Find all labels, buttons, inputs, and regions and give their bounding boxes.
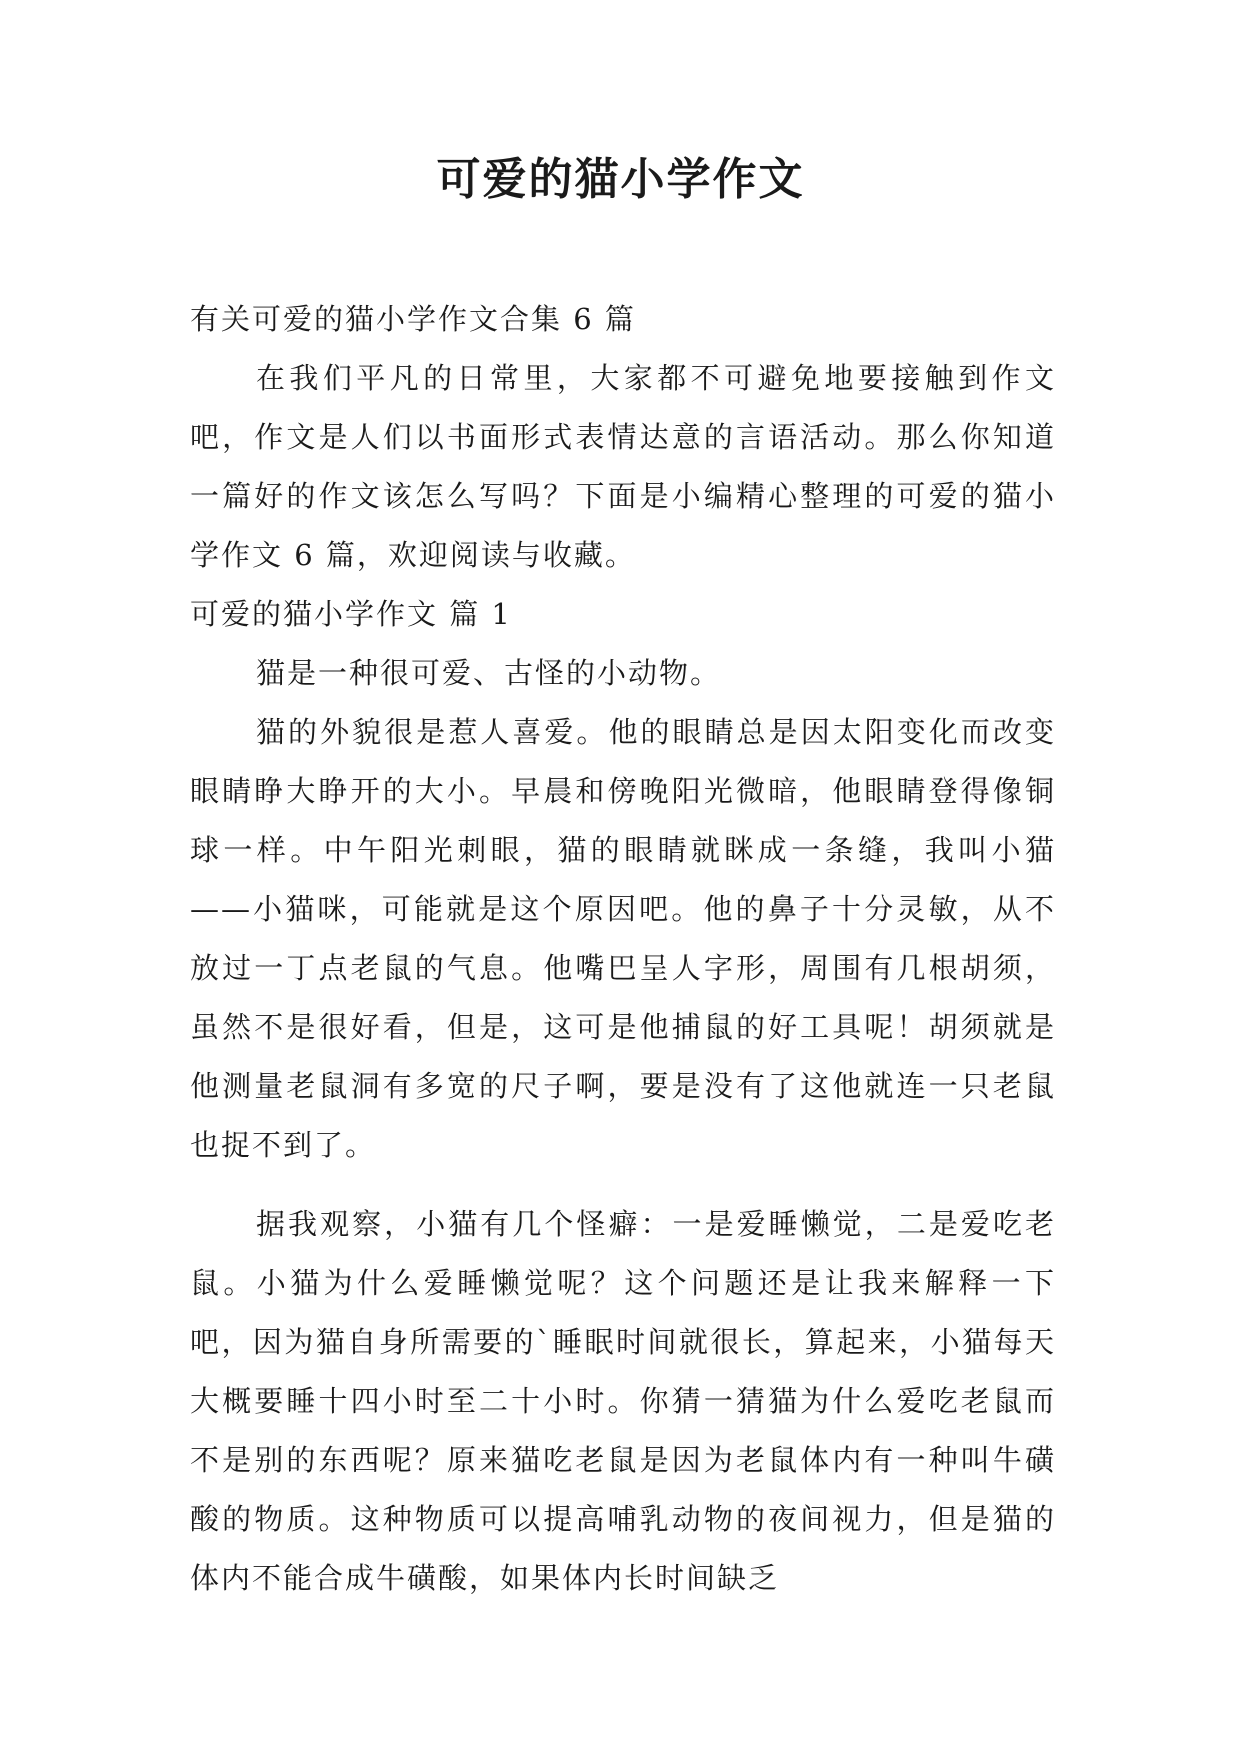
intro-paragraph: 在我们平凡的日常里，大家都不可避免地要接触到作文吧，作文是人们以书面形式表情达意的言语活动。那么你知道一篇好的作文该怎么写吗？下面是小编精心整理的可爱的猫小学作文 6 篇，欢迎阅读与收藏。 [190, 361, 1056, 572]
document-title: 可爱的猫小学作文 [436, 154, 805, 205]
section-heading: 可爱的猫小学作文 篇 1 [190, 597, 512, 631]
body-paragraph: 据我观察，小猫有几个怪癖：一是爱睡懒觉，二是爱吃老鼠。小猫为什么爱睡懒觉呢？这个问题还是让我来解释一下吧，因为猫自身所需要的`睡眠时间就很长，算起来，小猫每天大概要睡十四小时至二十小时。你猜一猜猫为什么爱吃老鼠而不是别的东西呢？原来猫吃老鼠是因为老鼠体内有一种叫牛磺酸的物质。这种物质可以提高哺乳动物的夜间视力，但是猫的体内不能合成牛磺酸，如果体内长时间缺乏 [190, 1207, 1056, 1595]
body-paragraph: 猫的外貌很是惹人喜爱。他的眼睛总是因太阳变化而改变眼睛睁大睁开的大小。早晨和傍晚阳光微暗，他眼睛登得像铜球一样。中午阳光刺眼，猫的眼睛就眯成一条缝，我叫小猫——小猫咪，可能就是这个原因吧。他的鼻子十分灵敏，从不放过一丁点老鼠的气息。他嘴巴呈人字形，周围有几根胡须，虽然不是很好看，但是，这可是他捕鼠的好工具呢！胡须就是他测量老鼠洞有多宽的尺子啊，要是没有了这他就连一只老鼠也捉不到了。 [190, 715, 1056, 1162]
document-subtitle: 有关可爱的猫小学作文合集 6 篇 [190, 302, 636, 336]
body-paragraph: 猫是一种很可爱、古怪的小动物。 [256, 656, 722, 690]
document-body [190, 290, 1056, 1608]
